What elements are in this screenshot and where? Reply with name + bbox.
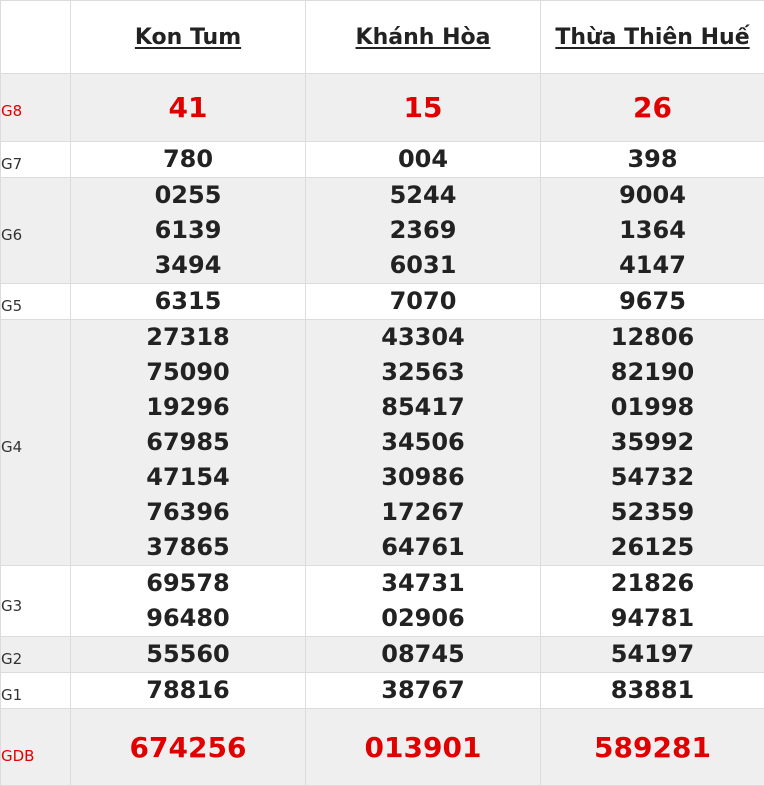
prize-number: 02906 (306, 601, 540, 636)
prize-number: 2369 (306, 213, 540, 248)
prize-row-g5 (1, 284, 764, 320)
prize-cell (541, 284, 764, 320)
prize-number: 85417 (306, 390, 540, 425)
prize-number: 01998 (541, 390, 764, 425)
prize-row-g1 (1, 673, 764, 709)
prize-number: 34506 (306, 425, 540, 460)
prize-number: 54197 (541, 637, 764, 672)
prize-number: 589281 (541, 730, 764, 765)
prize-cell (306, 284, 541, 320)
prize-cell (306, 320, 541, 566)
prize-number: 78816 (71, 673, 305, 708)
prize-cell (541, 673, 764, 709)
prize-row-g6 (1, 178, 764, 284)
prize-cell (71, 178, 306, 284)
prize-cell (71, 673, 306, 709)
prize-cell (541, 637, 764, 673)
prize-number: 674256 (71, 730, 305, 765)
prize-number: 1364 (541, 213, 764, 248)
prize-number: 64761 (306, 530, 540, 565)
prize-row-gdb (1, 709, 764, 786)
prize-number: 52359 (541, 495, 764, 530)
prize-number: 4147 (541, 248, 764, 283)
prize-label: G5 (1, 284, 71, 320)
prize-number: 30986 (306, 460, 540, 495)
prize-number: 08745 (306, 637, 540, 672)
prize-cell (541, 566, 764, 637)
prize-number: 013901 (306, 730, 540, 765)
prize-number: 780 (71, 142, 305, 177)
prize-cell (71, 637, 306, 673)
prize-label: G4 (1, 320, 71, 566)
prize-number: 0255 (71, 178, 305, 213)
prize-label: G7 (1, 142, 71, 178)
prize-number: 26125 (541, 530, 764, 565)
prize-cell (306, 709, 541, 786)
prize-cell (306, 637, 541, 673)
prize-label: G1 (1, 673, 71, 709)
prize-number: 9004 (541, 178, 764, 213)
prize-number: 82190 (541, 355, 764, 390)
prize-number: 41 (71, 90, 305, 125)
prize-number: 75090 (71, 355, 305, 390)
prize-cell (71, 284, 306, 320)
prize-cell (541, 178, 764, 284)
prize-cell (71, 320, 306, 566)
prize-number: 67985 (71, 425, 305, 460)
prize-label: G2 (1, 637, 71, 673)
prize-number: 34731 (306, 566, 540, 601)
prize-row-g7 (1, 142, 764, 178)
prize-row-g8 (1, 74, 764, 142)
prize-number: 37865 (71, 530, 305, 565)
prize-number: 38767 (306, 673, 540, 708)
prize-number: 19296 (71, 390, 305, 425)
prize-row-g4 (1, 320, 764, 566)
prize-number: 398 (541, 142, 764, 177)
prize-label: G6 (1, 178, 71, 284)
prize-cell (306, 673, 541, 709)
prize-cell (71, 709, 306, 786)
prize-number: 27318 (71, 320, 305, 355)
prize-label: G8 (1, 74, 71, 142)
prize-cell (71, 566, 306, 637)
prize-number: 6031 (306, 248, 540, 283)
prize-number: 32563 (306, 355, 540, 390)
prize-number: 76396 (71, 495, 305, 530)
prize-number: 9675 (541, 284, 764, 319)
province-header-khanh-hoa[interactable]: Khánh Hòa (306, 1, 541, 74)
prize-cell (541, 320, 764, 566)
prize-number: 15 (306, 90, 540, 125)
prize-number: 54732 (541, 460, 764, 495)
prize-number: 26 (541, 90, 764, 125)
prize-number: 47154 (71, 460, 305, 495)
prize-number: 3494 (71, 248, 305, 283)
prize-row-g3 (1, 566, 764, 637)
prize-cell (541, 709, 764, 786)
prize-cell (306, 74, 541, 142)
prize-number: 43304 (306, 320, 540, 355)
prize-cell (306, 178, 541, 284)
prize-label: GDB (1, 709, 71, 786)
prize-number: 55560 (71, 637, 305, 672)
prize-number: 12806 (541, 320, 764, 355)
prize-cell (71, 74, 306, 142)
prize-number: 004 (306, 142, 540, 177)
prize-row-g2 (1, 637, 764, 673)
prize-number: 21826 (541, 566, 764, 601)
prize-number: 35992 (541, 425, 764, 460)
corner-cell (1, 1, 71, 74)
prize-number: 69578 (71, 566, 305, 601)
prize-number: 6139 (71, 213, 305, 248)
prize-cell (306, 566, 541, 637)
prize-cell (71, 142, 306, 178)
province-header-kon-tum[interactable]: Kon Tum (71, 1, 306, 74)
prize-number: 96480 (71, 601, 305, 636)
prize-number: 17267 (306, 495, 540, 530)
prize-cell (306, 142, 541, 178)
prize-number: 5244 (306, 178, 540, 213)
prize-cell (541, 142, 764, 178)
prize-label: G3 (1, 566, 71, 637)
prize-cell (541, 74, 764, 142)
prize-number: 6315 (71, 284, 305, 319)
prize-number: 83881 (541, 673, 764, 708)
header-row (1, 1, 764, 74)
province-header-thua-thien-hue[interactable]: Thừa Thiên Huế (541, 1, 764, 74)
prize-number: 94781 (541, 601, 764, 636)
prize-number: 7070 (306, 284, 540, 319)
